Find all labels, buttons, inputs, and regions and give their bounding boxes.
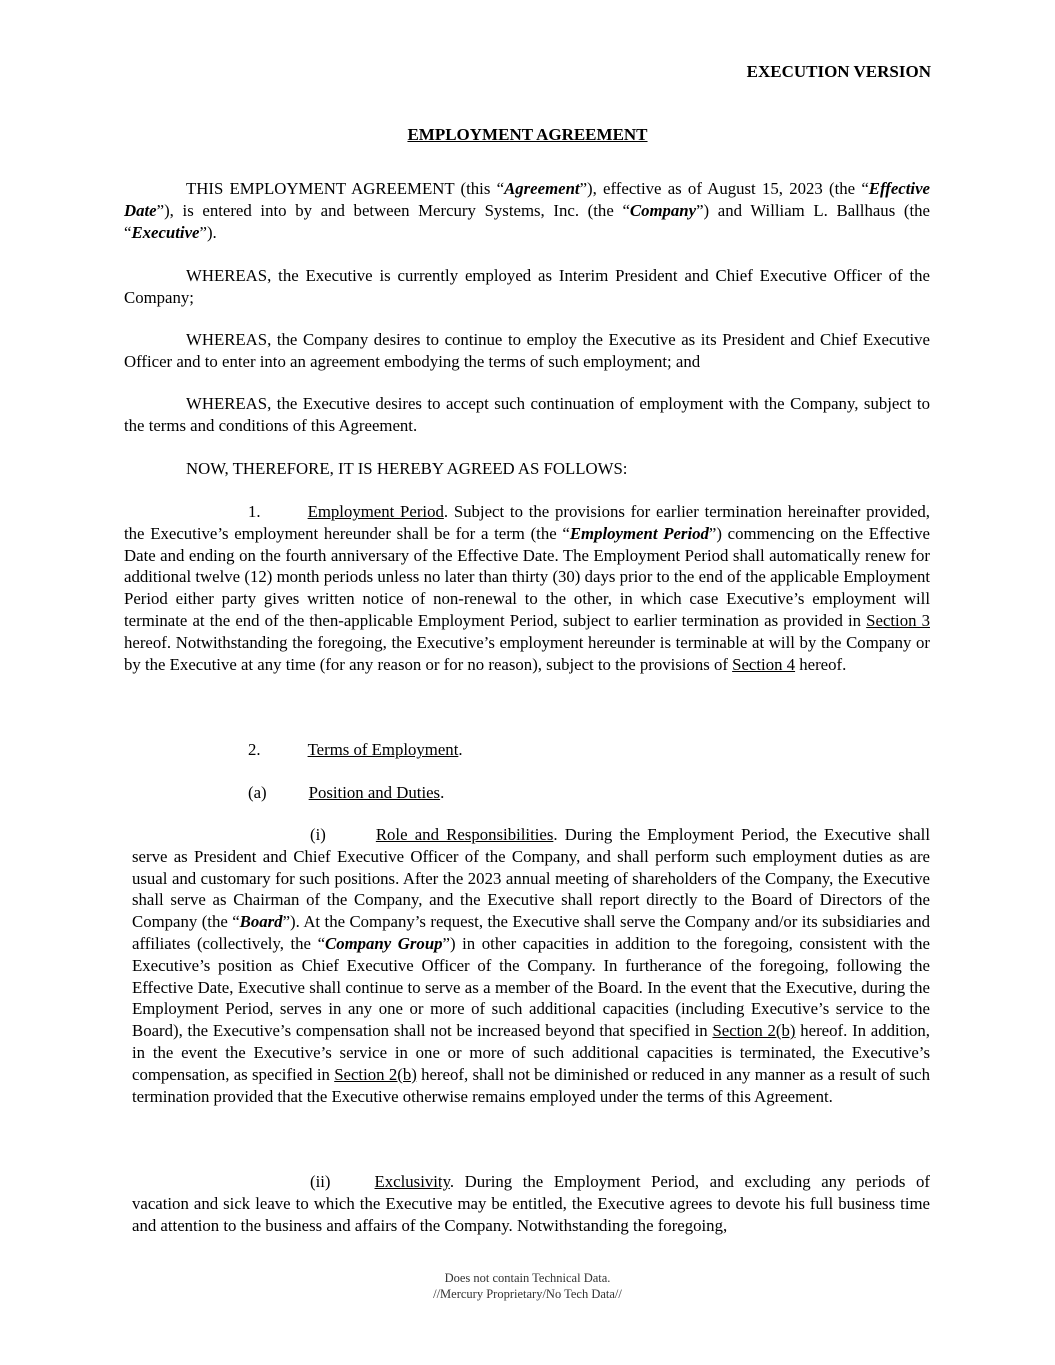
execution-version-label: EXECUTION VERSION [746, 62, 931, 81]
page-footer [0, 1270, 1055, 1302]
section-2ai-role-and-responsibilities: (i) Role and Responsibilities. During the Employment Period, the Executive shall serve as President and Chief Executive Officer of the Company, and shall perform such employment duties as are usual and customary for such positions. After the 2023 annual meeting of shareholders of the Company, the Executive shall serve as Chairman of the Company, and the Executive shall report directly to the Board of Directors of the Company (the “Board”). At the Company’s request, the Executive shall serve the Company and/or its subsidiaries and affiliates (collectively, the “Company Group”) in other capacities in addition to the foregoing, consistent with the Executive’s position as Chief Executive Officer of the Company. In furtherance of the foregoing, following the Effective Date, Executive shall continue to serve as a member of the Board. In the event that the Executive, during the Employment Period, serves in any one or more of such additional capacities (including Executive’s service to the Board), the Executive’s compensation shall not be increased beyond that specified in Section 2(b) hereof. In addition, in the event the Executive’s service in one or more of such additional capacities is terminated, the Executive’s compensation, as specified in Section 2(b) hereof, shall not be diminished or reduced in any manner as a result of such termination provided that the Executive otherwise remains employed under the terms of this Agreement. [132, 825, 931, 1106]
section-heading: Employment Period [307, 502, 444, 521]
section-2a-heading: (a) Position and Duties. [248, 783, 445, 802]
section-2-heading: 2. Terms of Employment. [248, 740, 463, 759]
footer-line-2: //Mercury Proprietary/No Tech Data// [433, 1287, 622, 1301]
section-number: 1. [248, 502, 261, 521]
document-title: EMPLOYMENT AGREEMENT [407, 125, 648, 144]
section-reference: Section 4 [732, 654, 796, 674]
section-2aii-exclusivity: (ii) Exclusivity. During the Employment Period, and excluding any periods of vacation and sick leave to which the Executive may be entitled, the Executive agrees to devote his full business time and attention to the business and affairs of the Company. Notwithstanding the foregoing, [132, 1172, 930, 1235]
whereas-paragraph-2: WHEREAS, the Company desires to continue to employ the Executive as its President and Chief Executive Officer and to enter into an agreement embodying the terms of such employment; and [124, 330, 930, 371]
section-reference: Section 3 [866, 610, 930, 630]
section-reference: Section 2(b) [334, 1064, 417, 1084]
whereas-paragraph-3: WHEREAS, the Executive desires to accept such continuation of employment with the Company, subject to the terms and conditions of this Agreement. [124, 394, 930, 435]
whereas-paragraph-1: WHEREAS, the Executive is currently employed as Interim President and Chief Executive Officer of the Company; [124, 266, 930, 307]
section-reference: Section 2(b) [712, 1021, 796, 1041]
now-therefore-paragraph: NOW, THEREFORE, IT IS HEREBY AGREED AS FOLLOWS: [186, 459, 628, 478]
footer-line-1: Does not contain Technical Data. [444, 1271, 611, 1285]
section-1-employment-period: 1. Employment Period. Subject to the provisions for earlier termination hereinafter provided, the Executive’s employment hereunder shall be for a term (the “Employment Period”) commencing on the Effective Date and ending on the fourth anniversary of the Effective Date. The Employment Period shall automatically renew for additional twelve (12) month periods unless no later than thirty (30) days prior to the end of the applicable Employment Period either party gives written notice of non-renewal to the other, in which case Executive’s employment will terminate at the end of the then-applicable Employment Period, subject to earlier termination as provided in Section 3 hereof. Notwithstanding the foregoing, the Executive’s employment hereunder is terminable at will by the Company or by the Executive at any time (for any reason or for no reason), subject to the provisions of Section 4 hereof. [124, 502, 930, 674]
intro-paragraph: THIS EMPLOYMENT AGREEMENT (this “Agreement”), effective as of August 15, 2023 (the “Effective Date”), is entered into by and between Mercury Systems, Inc. (the “Company”) and William L. Ballhaus (the “Executive”). [124, 179, 930, 242]
